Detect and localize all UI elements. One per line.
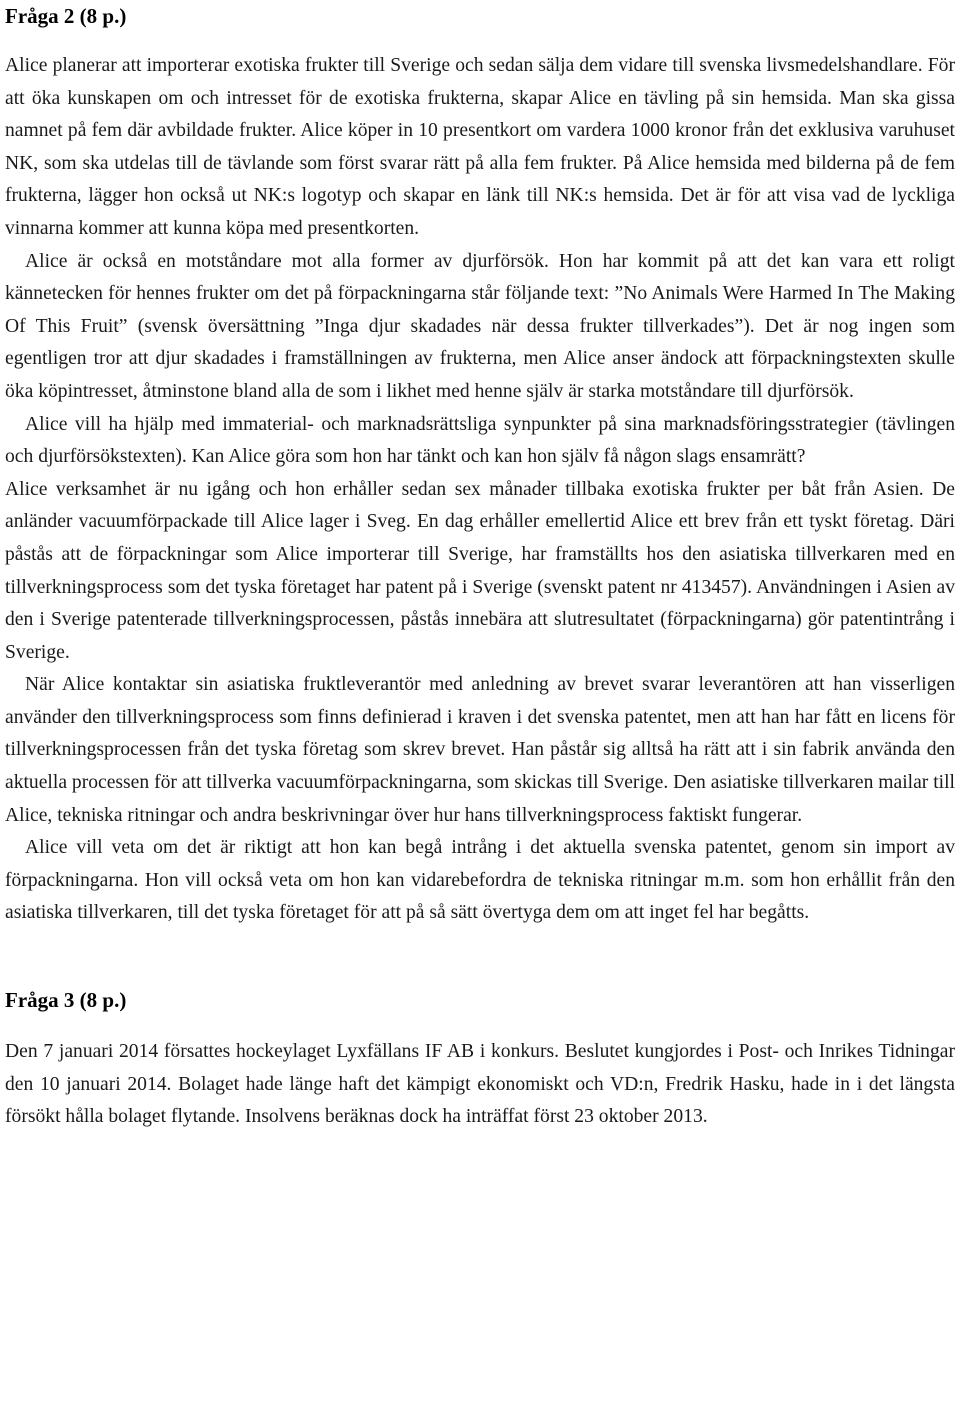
question-3-heading: Fråga 3 (8 p.) [5, 988, 127, 1013]
question-2-paragraph-1: Alice planerar att importerar exotiska frukter till Sverige och sedan sälja dem vidare till svenska livsmedelshandlare. För att öka kunskapen om och intresset för de exotiska frukterna, skapar Alice en tävling på sin hemsida. Man ska gissa namnet på fem där avbildade frukter. Alice köper in 10 presentkort om vardera 1000 kronor från det exklusiva varuhuset NK, som ska utdelas till de tävlande som först svarar rätt på alla fem frukter. På Alice hemsida med bilderna på de fem frukterna, lägger hon också ut NK:s logotyp och skapar en länk till NK:s hemsida. Det är för att visa vad de lyckliga vinnarna kommer att kunna köpa med presentkorten. [5, 55, 955, 239]
document-page [5, 0, 955, 1134]
question-2-paragraph-5: När Alice kontaktar sin asiatiska fruktleverantör med anledning av brevet svarar leverantören att han visserligen använder den tillverkningsprocess som finns definierad i kraven i det svenska patentet, men att han har fått en licens för tillverkningsprocessen från det tyska företag som skrev brevet. Han påstår sig alltså ha rätt att i sin fabrik använda den aktuella processen för att tillverka vacuumförpackningarna, som skickas till Sverige. Den asiatiske tillverkaren mailar till Alice, tekniska ritningar och andra beskrivningar över hur hans tillverkningsprocess faktiskt fungerar. [5, 674, 955, 826]
question-2-paragraph-4: Alice verksamhet är nu igång och hon erhåller sedan sex månader tillbaka exotiska frukter per båt från Asien. De anländer vacuumförpackade till Alice lager i Sveg. En dag erhåller emellertid Alice ett brev från ett tyskt företag. Däri påstås att de förpackningar som Alice importerar till Sverige, har framställts hos den asiatiska tillverkaren med en tillverkningsprocess som det tyska företaget har patent på i Sverige (svenskt patent nr 413457). Användningen i Asien av den i Sverige patenterade tillverkningsprocessen, påstås innebära att slutresultatet (förpackningarna) gör patentintrång i Sverige. [5, 478, 955, 663]
question-2-paragraph-2: Alice är också en motståndare mot alla former av djurförsök. Hon har kommit på att det kan vara ett roligt kännetecken för hennes frukter om det på förpackningarna står följande text: ”No Animals Were Harmed In The Making Of This Fruit” (svensk översättning ”Inga djur skadades när dessa frukter tillverkades”). Det är nog ingen som egentligen tror att djur skadades i framställningen av frukterna, men Alice anser ändock att förpackningstexten skulle öka köpintresset, åtminstone bland alla de som i likhet med henne själv är starka motståndare till djurförsök. [5, 250, 955, 402]
spacer [5, 32, 955, 50]
question-3-paragraph-1: Den 7 januari 2014 försattes hockeylaget Lyxfällans IF AB i konkurs. Beslutet kungjordes i Post- och Inrikes Tidningar den 10 januari 2014. Bolaget hade länge haft det kämpigt ekonomiskt och VD:n, Fredrik Hasku, hade in i det längsta försökt hålla bolaget flytande. Insolvens beräknas dock ha inträffat först 23 oktober 2013. [5, 1041, 955, 1128]
spacer [5, 1016, 955, 1036]
question-2-paragraph-6: Alice vill veta om det är riktigt att hon kan begå intrång i det aktuella svenska patentet, genom sin import av förpackningarna. Hon vill också veta om hon kan vidarebefordra de tekniska ritningar m.m. som hon erhållit från den asiatiska tillverkaren, till det tyska företaget för att på så sätt övertyga dem om att inget fel har begåtts. [5, 837, 955, 924]
spacer [5, 930, 955, 984]
question-2-heading: Fråga 2 (8 p.) [5, 4, 127, 28]
question-2-paragraph-3: Alice vill ha hjälp med immaterial- och marknadsrättsliga synpunkter på sina marknadsföringsstrategier (tävlingen och djurförsökstexten). Kan Alice göra som hon har tänkt och kan hon själv få någon slags ensamrätt? [5, 413, 955, 468]
